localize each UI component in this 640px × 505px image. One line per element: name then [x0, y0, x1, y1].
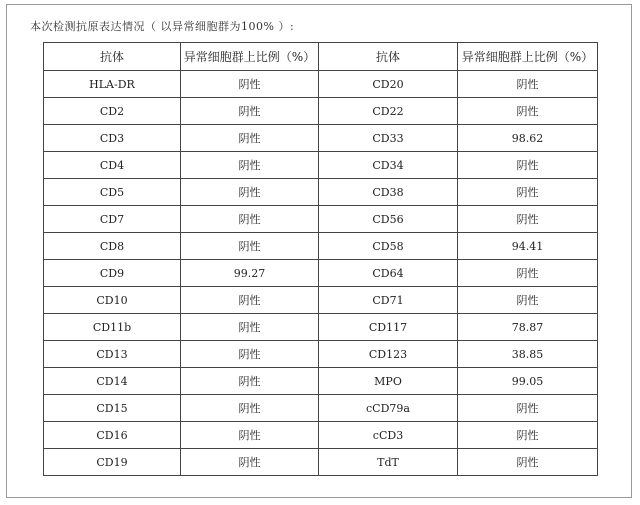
- table-row: [44, 125, 598, 152]
- ratio-cell-left: 阴性: [181, 179, 319, 206]
- table-header-row: [44, 43, 598, 71]
- antibody-cell-left: CD19: [44, 449, 181, 476]
- ratio-cell-left: 阴性: [181, 368, 319, 395]
- ratio-cell-right: 阴性: [458, 98, 598, 125]
- ratio-cell-left: 阴性: [181, 233, 319, 260]
- ratio-cell-right: 78.87: [458, 314, 598, 341]
- ratio-cell-right: 阴性: [458, 179, 598, 206]
- ratio-cell-left: 阴性: [181, 422, 319, 449]
- table-row: [44, 152, 598, 179]
- table-row: [44, 341, 598, 368]
- antibody-cell-right: CD117: [319, 314, 458, 341]
- ratio-cell-right: 阴性: [458, 260, 598, 287]
- table-row: [44, 179, 598, 206]
- ratio-cell-right: 阴性: [458, 449, 598, 476]
- antibody-cell-left: CD10: [44, 287, 181, 314]
- ratio-cell-left: 阴性: [181, 152, 319, 179]
- table-row: [44, 206, 598, 233]
- table-body: [44, 71, 598, 476]
- antibody-cell-right: cCD79a: [319, 395, 458, 422]
- antibody-cell-left: CD15: [44, 395, 181, 422]
- antibody-cell-right: TdT: [319, 449, 458, 476]
- ratio-cell-right: 99.05: [458, 368, 598, 395]
- ratio-cell-left: 阴性: [181, 71, 319, 98]
- ratio-cell-right: 阴性: [458, 395, 598, 422]
- ratio-cell-right: 阴性: [458, 71, 598, 98]
- antibody-cell-right: CD34: [319, 152, 458, 179]
- ratio-cell-left: 阴性: [181, 449, 319, 476]
- antibody-cell-left: CD13: [44, 341, 181, 368]
- ratio-cell-right: 阴性: [458, 287, 598, 314]
- antibody-cell-left: CD9: [44, 260, 181, 287]
- antibody-cell-right: CD56: [319, 206, 458, 233]
- table-row: [44, 98, 598, 125]
- ratio-cell-left: 阴性: [181, 98, 319, 125]
- column-header-antibody-right: 抗体: [319, 43, 458, 71]
- column-header-ratio-right: 异常细胞群上比例（%）: [458, 43, 598, 71]
- table-row: [44, 314, 598, 341]
- antibody-cell-left: CD2: [44, 98, 181, 125]
- ratio-cell-right: 94.41: [458, 233, 598, 260]
- antibody-cell-left: CD5: [44, 179, 181, 206]
- ratio-cell-right: 阴性: [458, 206, 598, 233]
- antibody-cell-right: CD20: [319, 71, 458, 98]
- report-heading: 本次检测抗原表达情况（ 以异常细胞群为100% ）:: [30, 20, 295, 33]
- antibody-cell-left: CD4: [44, 152, 181, 179]
- antigen-expression-table: [43, 42, 598, 476]
- table-row: [44, 395, 598, 422]
- table-row: [44, 260, 598, 287]
- ratio-cell-right: 阴性: [458, 152, 598, 179]
- ratio-cell-left: 99.27: [181, 260, 319, 287]
- antibody-cell-right: cCD3: [319, 422, 458, 449]
- ratio-cell-left: 阴性: [181, 314, 319, 341]
- antibody-cell-right: CD123: [319, 341, 458, 368]
- antibody-cell-left: HLA-DR: [44, 71, 181, 98]
- table-row: [44, 368, 598, 395]
- ratio-cell-right: 98.62: [458, 125, 598, 152]
- table-row: [44, 71, 598, 98]
- column-header-antibody-left: 抗体: [44, 43, 181, 71]
- column-header-ratio-left: 异常细胞群上比例（%）: [181, 43, 319, 71]
- antibody-cell-right: CD33: [319, 125, 458, 152]
- ratio-cell-left: 阴性: [181, 287, 319, 314]
- antibody-cell-left: CD16: [44, 422, 181, 449]
- antibody-cell-left: CD11b: [44, 314, 181, 341]
- ratio-cell-left: 阴性: [181, 395, 319, 422]
- antibody-cell-right: CD64: [319, 260, 458, 287]
- table-row: [44, 449, 598, 476]
- antibody-cell-right: CD22: [319, 98, 458, 125]
- antibody-cell-right: CD71: [319, 287, 458, 314]
- antibody-cell-right: MPO: [319, 368, 458, 395]
- table-row: [44, 233, 598, 260]
- antibody-cell-left: CD8: [44, 233, 181, 260]
- antibody-cell-left: CD7: [44, 206, 181, 233]
- ratio-cell-left: 阴性: [181, 206, 319, 233]
- ratio-cell-right: 阴性: [458, 422, 598, 449]
- ratio-cell-left: 阴性: [181, 125, 319, 152]
- antibody-cell-right: CD58: [319, 233, 458, 260]
- antibody-cell-right: CD38: [319, 179, 458, 206]
- antibody-cell-left: CD3: [44, 125, 181, 152]
- table-row: [44, 287, 598, 314]
- table-row: [44, 422, 598, 449]
- ratio-cell-right: 38.85: [458, 341, 598, 368]
- ratio-cell-left: 阴性: [181, 341, 319, 368]
- antibody-cell-left: CD14: [44, 368, 181, 395]
